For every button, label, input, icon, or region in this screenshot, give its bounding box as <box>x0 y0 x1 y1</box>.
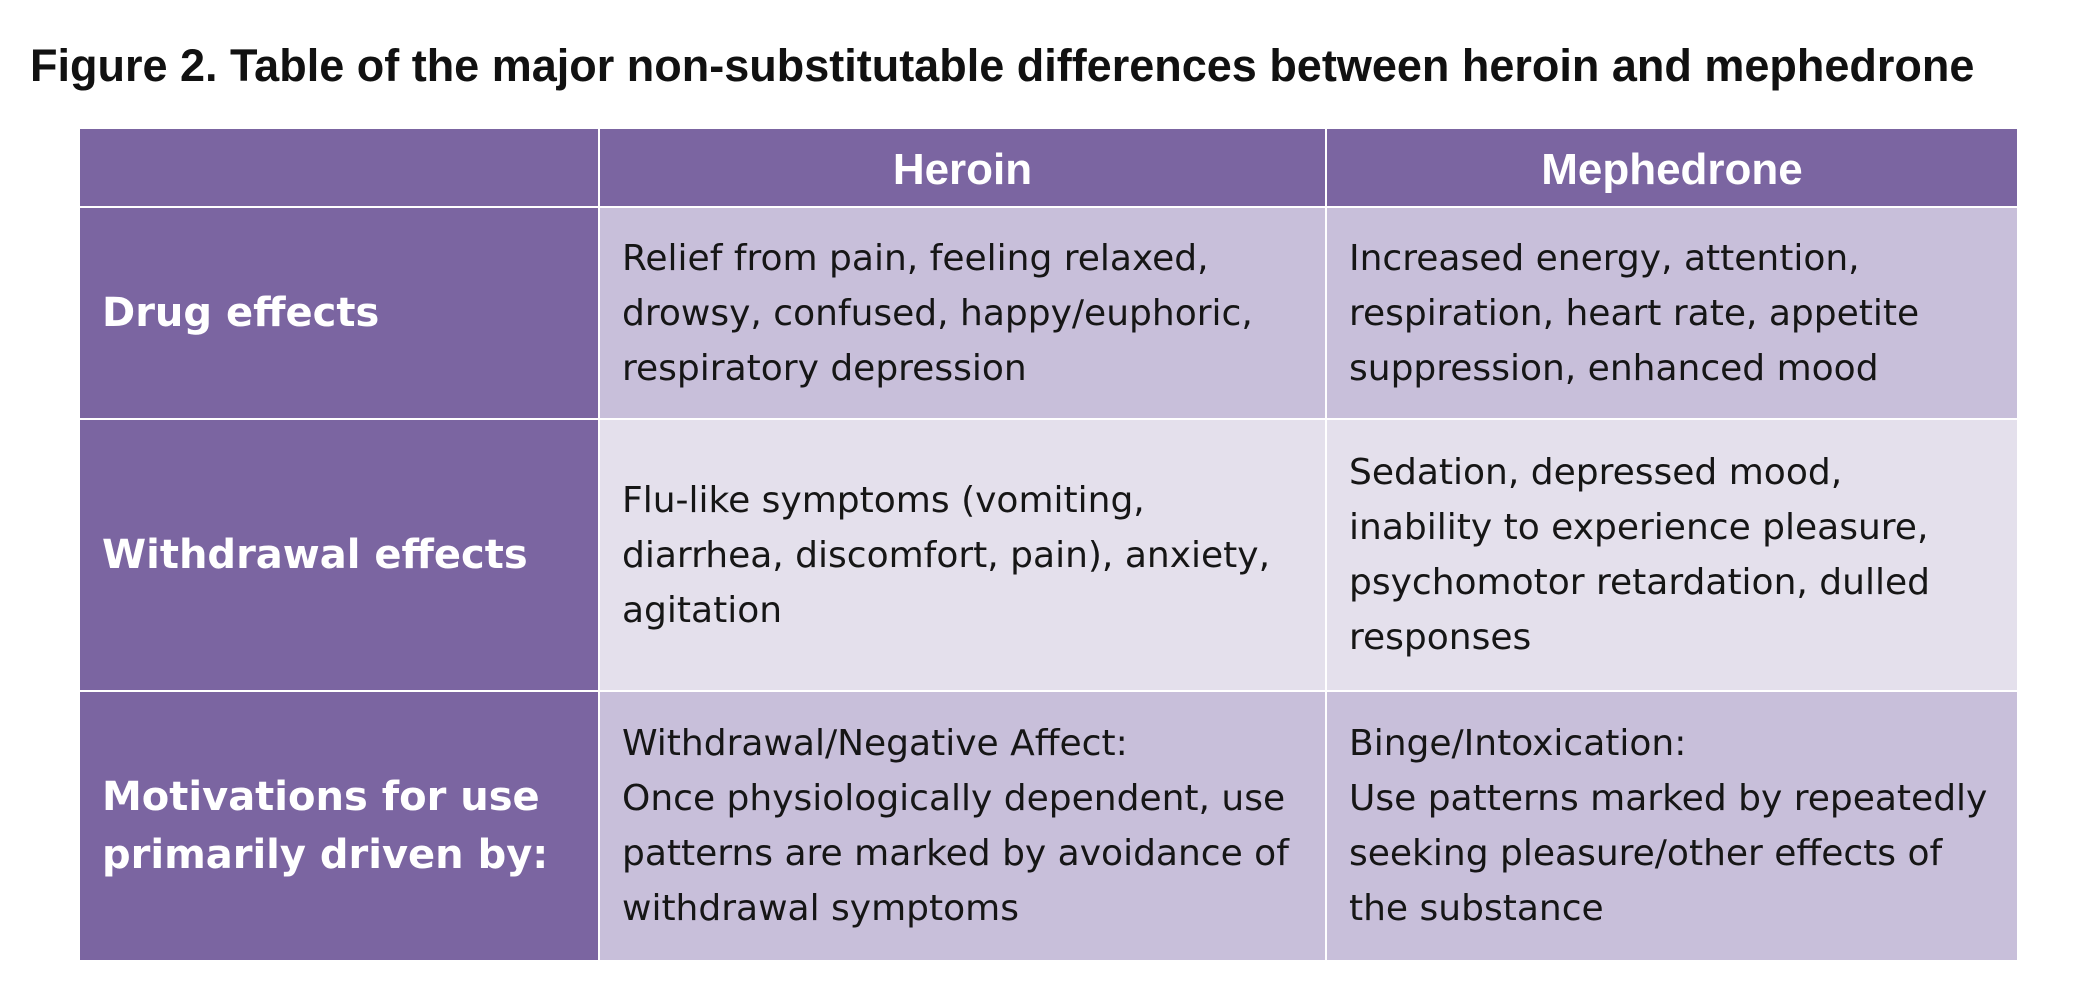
row-header-withdrawal-effects <box>80 420 598 690</box>
row-label-line: Motivations for use <box>102 774 540 820</box>
header-corner <box>80 129 598 206</box>
cell-text-line: Sedation, depressed mood, <box>1349 452 1843 493</box>
cell-text-line: respiration, heart rate, appetite <box>1349 292 1920 334</box>
cell-mephedrone-withdrawal-effects <box>1327 420 2017 690</box>
column-header-heroin: Heroin <box>600 129 1325 206</box>
cell-text-line: Binge/Intoxication: <box>1349 723 1687 764</box>
cell-text-line: withdrawal symptoms <box>622 888 1019 929</box>
cell-text-line: Relief from pain, feeling relaxed, <box>622 237 1209 279</box>
cell-text-line: agitation <box>622 589 783 631</box>
cell-text-line: Withdrawal/Negative Affect: <box>622 723 1128 764</box>
row-header-drug-effects <box>80 208 598 418</box>
cell-heroin-motivations <box>600 692 1325 960</box>
cell-text-line: psychomotor retardation, dulled <box>1349 562 1930 603</box>
row-header-motivations <box>80 692 598 960</box>
row-label-line: primarily driven by: <box>102 832 549 878</box>
cell-text-line: responses <box>1349 617 1532 658</box>
cell-text-line: seeking pleasure/other effects of <box>1349 833 1943 874</box>
row-label-line: Withdrawal effects <box>102 532 528 578</box>
figure-title: Figure 2. Table of the major non-substitutable differences between heroin and mephedrone <box>30 40 1975 91</box>
cell-heroin-drug-effects <box>600 208 1325 418</box>
cell-text-line: suppression, enhanced mood <box>1349 347 1879 389</box>
comparison-table <box>80 129 2013 960</box>
cell-text-line: Flu-like symptoms (vomiting, <box>622 479 1145 521</box>
column-header-mephedrone: Mephedrone <box>1327 129 2017 206</box>
cell-text-line: patterns are marked by avoidance of <box>622 833 1289 874</box>
cell-text-line: inability to experience pleasure, <box>1349 507 1929 548</box>
row-label-line: Drug effects <box>102 290 380 336</box>
cell-text-line: Use patterns marked by repeatedly <box>1349 778 1988 819</box>
cell-text-line: drowsy, confused, happy/euphoric, <box>622 292 1253 334</box>
cell-text-line: Once physiologically dependent, use <box>622 778 1286 819</box>
cell-heroin-withdrawal-effects <box>600 420 1325 690</box>
cell-text-line: Increased energy, attention, <box>1349 237 1860 279</box>
cell-mephedrone-motivations <box>1327 692 2017 960</box>
cell-text-line: diarrhea, discomfort, pain), anxiety, <box>622 534 1271 576</box>
cell-text-line: respiratory depression <box>622 347 1027 389</box>
cell-text-line: the substance <box>1349 888 1604 929</box>
cell-mephedrone-drug-effects <box>1327 208 2017 418</box>
